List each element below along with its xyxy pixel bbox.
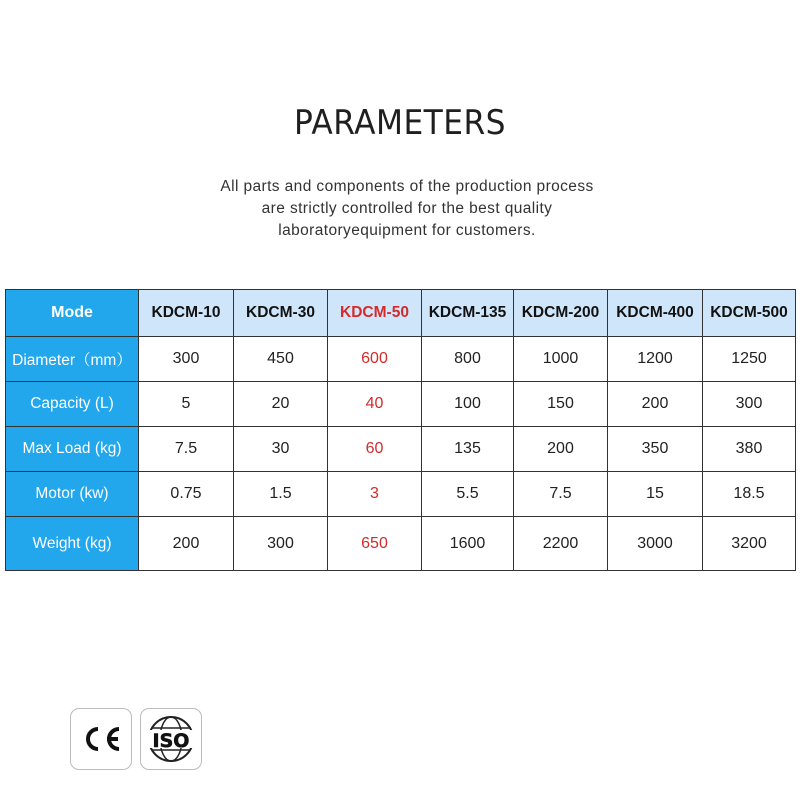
table-cell-highlighted: 60 — [328, 427, 422, 472]
table-cell: 1600 — [422, 517, 514, 571]
table-cell-highlighted: 3 — [328, 472, 422, 517]
table-cell: 135 — [422, 427, 514, 472]
table-cell: 1250 — [703, 337, 796, 382]
table-row — [6, 427, 796, 472]
model-header-cell: KDCM-135 — [422, 290, 514, 337]
model-header-cell: KDCM-500 — [703, 290, 796, 337]
table-cell: 300 — [234, 517, 328, 571]
table-row — [6, 337, 796, 382]
description-line: are strictly controlled for the best quality — [261, 200, 553, 217]
model-header-cell-highlighted: KDCM-50 — [328, 290, 422, 337]
row-label: Diameter（mm） — [6, 337, 139, 382]
model-header-cell: KDCM-10 — [139, 290, 234, 337]
table-cell: 15 — [608, 472, 703, 517]
description — [0, 176, 800, 242]
row-label: Capacity (L) — [6, 382, 139, 427]
table-cell: 20 — [234, 382, 328, 427]
table-cell: 380 — [703, 427, 796, 472]
table-row — [6, 382, 796, 427]
table-cell: 350 — [608, 427, 703, 472]
model-header-cell: KDCM-400 — [608, 290, 703, 337]
iso-mark-icon — [140, 708, 202, 770]
table-cell: 0.75 — [139, 472, 234, 517]
table-cell: 1200 — [608, 337, 703, 382]
table-cell: 150 — [514, 382, 608, 427]
description-line: laboratoryequipment for customers. — [278, 222, 536, 239]
table-cell: 100 — [422, 382, 514, 427]
table-cell: 1000 — [514, 337, 608, 382]
table-cell: 300 — [703, 382, 796, 427]
row-label: Max Load (kg) — [6, 427, 139, 472]
table-cell: 30 — [234, 427, 328, 472]
description-line: All parts and components of the production process — [220, 178, 594, 195]
page-title: PARAMETERS — [294, 103, 506, 143]
table-row — [6, 517, 796, 571]
table-cell: 200 — [608, 382, 703, 427]
table-cell: 5 — [139, 382, 234, 427]
table-cell: 300 — [139, 337, 234, 382]
table-row — [6, 472, 796, 517]
model-header-cell: KDCM-200 — [514, 290, 608, 337]
table-cell: 7.5 — [139, 427, 234, 472]
table-cell: 7.5 — [514, 472, 608, 517]
table-cell: 5.5 — [422, 472, 514, 517]
ce-mark-icon — [70, 708, 132, 770]
table-cell: 18.5 — [703, 472, 796, 517]
header-mode-cell: Mode — [6, 290, 139, 337]
model-header-cell: KDCM-30 — [234, 290, 328, 337]
table-cell: 200 — [139, 517, 234, 571]
table-cell: 450 — [234, 337, 328, 382]
table-cell-highlighted: 650 — [328, 517, 422, 571]
table-cell: 1.5 — [234, 472, 328, 517]
table-header-row — [6, 290, 796, 337]
row-label: Motor (kw) — [6, 472, 139, 517]
svg-text:ISO: ISO — [152, 730, 190, 752]
table-cell: 2200 — [514, 517, 608, 571]
parameters-table — [5, 289, 796, 571]
table-cell: 800 — [422, 337, 514, 382]
certification-marks — [70, 708, 202, 770]
table-cell: 3000 — [608, 517, 703, 571]
table-cell: 3200 — [703, 517, 796, 571]
table-cell-highlighted: 40 — [328, 382, 422, 427]
row-label: Weight (kg) — [6, 517, 139, 571]
table-cell: 200 — [514, 427, 608, 472]
table-cell-highlighted: 600 — [328, 337, 422, 382]
